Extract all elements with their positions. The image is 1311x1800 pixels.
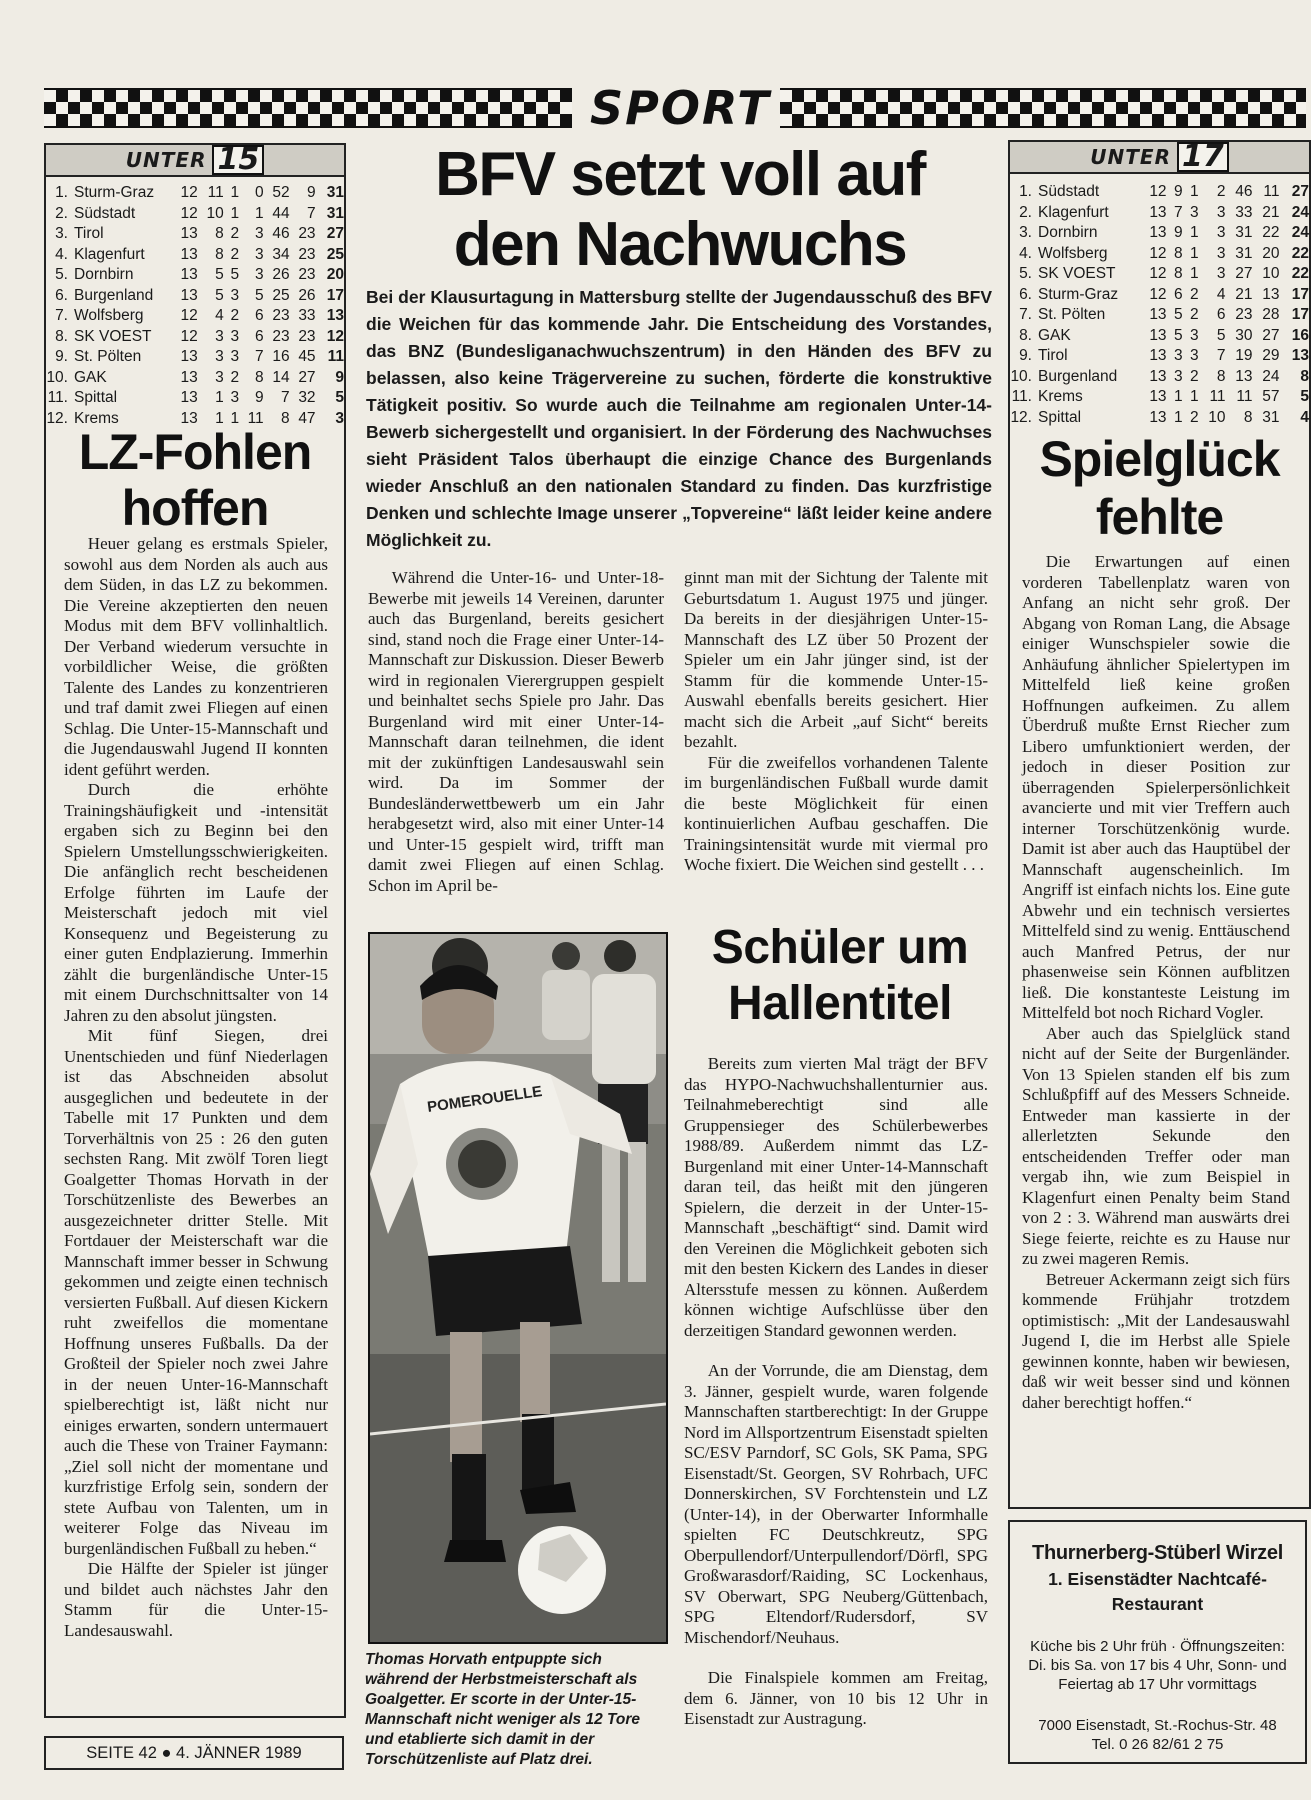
table-cell-ga: 23 [298, 327, 316, 345]
main-col2-paragraph: ginnt man mit der Sichtung der Talente mit Geburtsdatum 1. August 1975 und jünger. Da bereits in der diesjährigen Unter-15-Mannschaft des LZ über 50 Prozent der Spieler um ein Jahr jünger sind, ist der Stamm für die kommende Unter-15-Auswahl ebenfalls bereits gesichert. Hier macht sich die Arbeit „auf Sicht“ bereits bezahlt. [684, 568, 988, 751]
right-paragraph: Aber auch das Spielglück stand nicht auf der Seite der Burgenländer. Von 13 Spielen standen elf bis zum Schlußpfiff auf des Messers Schneide. Entweder man kassierte in der allerletzten Sekunde den entscheidenden Treffer oder man vergab ihn, wie zum Beispiel in Klagenfurt einen Penalty beim Stand von 2 : 3. Während man auswärts drei Siege feierte, reichte es zu Hause nur zu zwei mageren Remis. [1022, 1023, 1290, 1268]
table-cell-gp: 13 [180, 409, 198, 427]
table-cell-d: 2 [1189, 408, 1199, 426]
table-cell-pos: 3. [1019, 224, 1032, 242]
table-cell-team: SK VOEST [74, 327, 152, 345]
right-headline [1010, 430, 1309, 546]
right-paragraph: Betreuer Ackermann zeigt sich fürs kommende Frühjahr trotzdem optimistisch: „Mit der Landesauswahl Jugend I, die im Herbst alle Spiele gewinnen konnte, haben wir bewiesen, daß wir weit besser sind und können daher berechtigt hoffen.“ [1022, 1269, 1290, 1412]
u17-label: UNTER [1090, 145, 1171, 169]
table-cell-gp: 13 [180, 368, 198, 386]
table-cell-pos: 9. [55, 348, 68, 366]
table-cell-ga: 7 [306, 204, 316, 222]
table-cell-gf: 34 [272, 245, 290, 263]
table-cell-gp: 13 [180, 225, 198, 243]
table-row [46, 388, 344, 409]
table-cell-d: 2 [230, 368, 240, 386]
left-headline-line1: LZ-Fohlen [78, 424, 312, 480]
table-cell-gp: 12 [180, 204, 198, 222]
table-cell-team: SK VOEST [1038, 265, 1116, 283]
u15-label: UNTER [125, 148, 207, 172]
table-cell-team: St. Pölten [1038, 306, 1106, 324]
table-cell-d: 3 [230, 389, 240, 407]
u15-table [46, 143, 344, 429]
table-cell-ga: 27 [298, 368, 316, 386]
hall-headline-line2: Hallentitel [728, 977, 952, 1030]
table-cell-ga: 24 [1262, 367, 1280, 385]
table-cell-pos: 1. [1019, 183, 1032, 201]
table-cell-pts: 13 [1291, 347, 1309, 365]
table-cell-w: 1 [215, 409, 224, 427]
table-cell-gf: 8 [280, 409, 290, 427]
table-cell-team: Wolfsberg [1038, 244, 1108, 262]
table-cell-d: 2 [230, 225, 240, 243]
table-row [1010, 326, 1309, 347]
main-col2-paragraph: Für die zweifellos vorhandenen Talente im burgenländischen Fußball wurde damit die beste Möglichkeit für einen kontinuierlichen Aufbau geschaffen. Die Trainingsintensität wurde mit viermal pro Woche fixiert. Die Weichen sind gestellt . . . [684, 752, 988, 874]
table-cell-pos: 12. [46, 409, 68, 427]
table-cell-d: 3 [1189, 203, 1199, 221]
hall-headline [690, 920, 990, 1032]
table-cell-gf: 11 [1236, 388, 1253, 406]
table-cell-pos: 5. [1019, 265, 1032, 283]
table-cell-pts: 24 [1291, 203, 1309, 221]
u17-number: 17 [1177, 142, 1229, 172]
table-cell-gp: 13 [1149, 367, 1167, 385]
table-cell-w: 8 [215, 245, 224, 263]
left-headline [46, 424, 344, 536]
table-row [1010, 408, 1309, 429]
table-cell-pos: 8. [1019, 326, 1032, 344]
table-cell-l: 5 [1216, 326, 1226, 344]
table-cell-ga: 23 [298, 266, 316, 284]
table-row [1010, 223, 1309, 244]
table-cell-w: 6 [1173, 285, 1183, 303]
table-cell-gf: 44 [272, 204, 290, 222]
table-cell-l: 0 [255, 184, 264, 202]
table-cell-team: Spittal [74, 389, 118, 407]
table-cell-team: Krems [1038, 388, 1083, 406]
table-cell-gf: 31 [1235, 244, 1253, 262]
restaurant-ad [1008, 1520, 1307, 1764]
table-cell-gp: 13 [180, 266, 198, 284]
table-cell-pos: 4. [55, 245, 68, 263]
table-cell-team: Südstadt [1038, 183, 1100, 201]
table-cell-pos: 5. [55, 266, 68, 284]
ad-address: 7000 Eisenstadt, St.-Rochus-Str. 48 [1038, 1717, 1277, 1734]
table-cell-d: 3 [230, 286, 240, 304]
table-cell-l: 3 [255, 266, 264, 284]
table-cell-l: 3 [1216, 244, 1226, 262]
table-cell-gf: 52 [272, 184, 290, 202]
page-footer: SEITE 42 ● 4. JÄNNER 1989 [44, 1736, 344, 1770]
left-paragraph: Heuer gelang es erstmals Spieler, sowohl aus dem Norden als auch aus dem Süden, in das LZ zu bekommen. Die Vereine akzeptierten den neuen Modus mit dem BFV vollinhaltlich. Der Verband wiederum versuchte in vorbildlicher Weise, die größten Talente des Landes zu konzentrieren und traf damit zwei Fliegen auf einen Schlag. Die Unter-15-Mannschaft und die Jugendauswahl Jugend II konnten ident geführt werden. [64, 534, 328, 779]
right-paragraph: Die Erwartungen auf einen vorderen Tabellenplatz waren von Anfang an nicht sehr groß. Der Abgang von Roman Lang, die Absage einiger Wunschspieler sowie die Anhäufung ähnlicher Spielertypen im Mittelfeld ließ keine großen Hoffnungen aufkeimen. Zu allem Überdruß mußte Ernst Riecher zum Libero umfunktioniert werden, der jedoch in dieser Position zur überragenden Spielerpersönlichkeit avancierte und mit vier Treffern auch interner Torschützenkönig wurde. Damit ist aber auch das Hauptübel der Mannschaft augenscheinlich. Im Angriff ist einfach nichts los. Eine gute Abwehr und ein technisch versiertes Mittelfeld sind zu wenig. Enttäuschend auch Manfred Petrus, der nur phasenweise sein Können aufblitzen ließ. Die konstanteste Leistung im Mittelfeld bot noch Richard Vogler. [1022, 552, 1290, 1022]
table-cell-gf: 26 [272, 266, 290, 284]
table-cell-pts: 8 [1300, 367, 1309, 385]
table-cell-gp: 12 [1149, 265, 1167, 283]
left-paragraph: Die Hälfte der Spieler ist jünger und bildet auch nächstes Jahr den Stamm für die Unter-15-Landesauswahl. [64, 1559, 328, 1640]
table-cell-l: 4 [1216, 285, 1226, 303]
checker-banner-left [44, 88, 572, 128]
table-cell-w: 10 [206, 204, 224, 222]
table-cell-gp: 13 [1149, 326, 1167, 344]
table-cell-ga: 13 [1262, 285, 1280, 303]
table-cell-gp: 13 [180, 245, 198, 263]
table-row [1010, 285, 1309, 306]
table-cell-team: Sturm-Graz [1038, 285, 1119, 303]
table-cell-l: 8 [255, 368, 264, 386]
table-cell-gf: 19 [1235, 347, 1253, 365]
table-cell-team: Südstadt [74, 204, 136, 222]
photo-caption: Thomas Horvath entpuppte sich während der Herbstmeisterschaft als Goalgetter. Er scorte in der Unter-15-Mannschaft nicht weniger als 12 Tore und etablierte sich damit in der Torschützenliste auf Platz drei. [365, 1651, 641, 1768]
table-cell-ga: 23 [298, 245, 316, 263]
table-cell-pts: 3 [335, 409, 344, 427]
table-cell-l: 5 [255, 286, 264, 304]
main-headline-line2: den Nachwuchs [453, 210, 907, 279]
table-cell-gp: 13 [1149, 388, 1167, 406]
left-headline-line2: hoffen [121, 480, 269, 536]
table-cell-team: GAK [1038, 326, 1071, 344]
table-cell-pts: 16 [1291, 326, 1309, 344]
table-cell-ga: 22 [1262, 224, 1280, 242]
player-photo [368, 932, 668, 1644]
table-cell-d: 2 [1189, 285, 1199, 303]
table-cell-gp: 13 [180, 389, 198, 407]
table-cell-d: 1 [1189, 183, 1199, 201]
table-cell-pos: 9. [1019, 347, 1032, 365]
table-cell-pts: 22 [1291, 244, 1309, 262]
table-cell-d: 3 [230, 348, 240, 366]
table-cell-l: 8 [1216, 367, 1226, 385]
right-headline-line1: Spielglück [1039, 431, 1280, 487]
table-cell-pts: 11 [327, 348, 344, 366]
table-cell-gp: 13 [1149, 347, 1167, 365]
table-cell-w: 7 [1173, 203, 1183, 221]
table-cell-team: Sturm-Graz [74, 184, 155, 202]
table-cell-pos: 8. [55, 327, 68, 345]
table-cell-d: 1 [1189, 388, 1199, 406]
table-cell-d: 3 [1189, 326, 1199, 344]
table-cell-gf: 21 [1235, 285, 1253, 303]
table-cell-d: 2 [230, 307, 240, 325]
table-row [46, 368, 344, 389]
table-row [1010, 387, 1309, 408]
table-cell-d: 3 [1189, 347, 1199, 365]
table-cell-pts: 31 [326, 184, 344, 202]
table-cell-gf: 31 [1235, 224, 1253, 242]
table-cell-d: 1 [1189, 265, 1199, 283]
table-row [46, 265, 344, 286]
table-row [46, 327, 344, 348]
table-cell-ga: 10 [1262, 265, 1280, 283]
checker-banner-right [780, 88, 1306, 128]
table-cell-pos: 7. [55, 307, 68, 325]
table-cell-pos: 1. [55, 184, 68, 202]
table-cell-ga: 33 [298, 307, 316, 325]
left-paragraph: Durch die erhöhte Trainingshäufigkeit und -intensität ergaben sich zu Beginn bei den Spielern Umstellungsschwierigkeiten. Die anfänglich recht bescheidenen Erfolge führten im Laufe der Meisterschaft jedoch mit viel Konsequenz und Begeisterung zu einer guten Endplazierung. Immerhin zählt die burgenländische Unter-15 mit einem Durchschnittsalter von 14 Jahren zu den absolut jüngsten. [64, 780, 328, 1025]
table-cell-gf: 27 [1235, 265, 1253, 283]
table-row [46, 204, 344, 225]
table-cell-team: GAK [74, 368, 107, 386]
table-cell-l: 9 [255, 389, 264, 407]
table-cell-d: 5 [230, 266, 240, 284]
table-cell-l: 11 [1209, 388, 1226, 406]
table-cell-gf: 7 [280, 389, 290, 407]
table-cell-ga: 47 [298, 409, 316, 427]
table-cell-l: 3 [1216, 265, 1226, 283]
right-headline-line2: fehlte [1095, 489, 1224, 545]
table-cell-w: 8 [215, 225, 224, 243]
table-cell-gp: 12 [1149, 183, 1167, 201]
table-cell-w: 3 [1173, 347, 1183, 365]
left-paragraph: Mit fünf Siegen, drei Unentschieden und fünf Niederlagen ist das Abschneiden absolut ausgeglichen und bedeutete in der Tabelle mit 17 Punkten und dem Torverhältnis von 25 : 26 den guten sechsten Rang. Mit zwölf Toren liegt Goalgetter Thomas Horvath in der Torschützenliste des Bewerbes an ausgezeichneter dritter Stelle. Mit Fortdauer der Meisterschaft war die Mannschaft immer besser in Schwung gekommen und zeigte einen technisch versierten Fußball. Auf diesen Kickern ruht zweifellos die momentane Hoffnung unseres Fußballs. Da der Großteil der Spieler noch zwei Jahre in der neuen Unter-16-Mannschaft spielberechtigt ist, läßt nicht nur einiges erwarten, sondern untermauert auch die These von Trainer Faymann: „Ziel soll nicht der momentane und kurzfristige Erfolg sein, sondern der stete Aufbau von Talenten, um in weiterer Folge das Niveau im burgenländischen Fußball zu heben.“ [64, 1026, 328, 1558]
table-cell-ga: 32 [298, 389, 316, 407]
main-lead: Bei der Klausurtagung in Mattersburg stellte der Jugendausschuß des BFV die Weichen für das kommende Jahr. Die Entscheidung des Vorstandes, das BNZ (Bundesliganachwuchszentrum) in den Händen des BFV zu belassen, also keine Trägervereine zu suchen, förderte die konstruktive Tätigkeit positiv. So wurde auch die Teilnahme am regionalen Unter-14-Bewerb sichergestellt und organisiert. In der Förderung des Nachwuchses sieht Präsident Talos überhaupt die einzige Chance des Burgenlands wieder Anschluß an den nationalen Standard zu finden. Das kurzfristige Denken und schlechte Image unserer „Topvereine“ läßt leider keine andere Möglichkeit zu. [366, 287, 992, 550]
main-col2 [684, 568, 988, 876]
table-cell-ga: 31 [1262, 408, 1280, 426]
hall-paragraph: Die Finalspiele kommen am Freitag, dem 6. Jänner, von 10 bis 12 Uhr in Eisenstadt zur Austragung. [684, 1668, 988, 1728]
table-cell-pts: 31 [326, 204, 344, 222]
table-cell-pts: 20 [326, 266, 344, 284]
table-cell-ga: 29 [1262, 347, 1280, 365]
table-cell-d: 1 [1189, 244, 1199, 262]
ad-phone: Tel. 0 26 82/61 2 75 [1091, 1736, 1224, 1753]
table-cell-team: Burgenland [74, 286, 154, 304]
table-cell-l: 7 [255, 348, 264, 366]
table-cell-w: 3 [215, 368, 224, 386]
table-cell-pos: 10. [46, 368, 68, 386]
table-cell-l: 3 [1216, 203, 1226, 221]
table-cell-l: 2 [1216, 183, 1226, 201]
ad-name: Thurnerberg-Stüberl Wirzel [1032, 1542, 1283, 1564]
table-cell-ga: 26 [298, 286, 316, 304]
table-cell-w: 11 [207, 184, 224, 202]
table-cell-pts: 9 [335, 368, 344, 386]
table-cell-gp: 12 [180, 327, 198, 345]
table-row [1010, 244, 1309, 265]
table-cell-pts: 5 [1300, 388, 1309, 406]
table-row [46, 286, 344, 307]
table-cell-gf: 25 [272, 286, 290, 304]
table-cell-w: 3 [215, 348, 224, 366]
table-cell-l: 6 [1216, 306, 1226, 324]
table-cell-w: 5 [1173, 326, 1183, 344]
table-cell-pts: 13 [326, 307, 344, 325]
table-row [1010, 203, 1309, 224]
table-cell-d: 1 [1189, 224, 1199, 242]
table-cell-w: 3 [1173, 367, 1183, 385]
table-cell-gp: 13 [1149, 203, 1167, 221]
shirt-text: POMEROUELLE [426, 1083, 544, 1116]
table-cell-w: 4 [215, 307, 224, 325]
main-col1-paragraph: Während die Unter-16- und Unter-18-Bewerbe mit jeweils 14 Vereinen, darunter auch das Burgenland, bereits gesichert sind, stand noch die Frage einer Unter-14-Mannschaft zur Diskussion. Dieser Bewerb wird in regionalen Vierergruppen gespielt und beinhaltet sechs Spiele pro Jahr. Das Burgenland wird mit einer Unter-14-Mannschaft daran teilnehmen, die ident mit der zukünftigen Landesauswahl sein wird. Da im Sommer der Bundesländerwettbewerb um ein Jahr herabgesetzt wird, also mit einer Unter-14 und Unter-15 gespielt wird, trifft man damit zwei Fliegen auf einen Schlag. Schon im April be- [368, 568, 665, 895]
table-cell-pos: 10. [1010, 367, 1032, 385]
table-cell-d: 2 [1189, 306, 1199, 324]
table-cell-pts: 12 [326, 327, 344, 345]
table-cell-pos: 7. [1019, 306, 1032, 324]
player-illustration [370, 934, 666, 1642]
table-cell-pos: 11. [47, 389, 68, 407]
table-cell-team: Klagenfurt [74, 245, 145, 263]
table-cell-gf: 30 [1235, 326, 1253, 344]
table-cell-gf: 33 [1235, 203, 1253, 221]
section-title: SPORT [590, 81, 771, 135]
table-cell-w: 3 [215, 327, 224, 345]
table-cell-w: 5 [215, 266, 224, 284]
hall-headline-line1: Schüler um [711, 921, 969, 974]
table-cell-l: 3 [1216, 224, 1226, 242]
table-cell-gf: 46 [272, 225, 290, 243]
hall-paragraph: Bereits zum vierten Mal trägt der BFV das HYPO-Nachwuchshallenturnier aus. Teilnahmeberechtigt sind alle Gruppensieger des Schülerbewerbes 1988/89. Außerdem nimmt das LZ-Burgenland mit einer Unter-14-Mannschaft daran teil, das heißt mit den jüngeren Spielern, die derzeit in der Unter-15-Mannschaft „beschäftigt“ sind. Damit wird den Vereinen die Möglichkeit geboten sich mit den besten Kickern des Landes in dieser Altersstufe messen zu können. Außerdem können wichtige Aufschlüsse über den derzeitigen Standard gewonnen werden. [684, 1054, 988, 1340]
table-cell-pos: 6. [1019, 285, 1032, 303]
table-cell-pts: 5 [335, 389, 344, 407]
table-cell-gf: 46 [1235, 183, 1253, 201]
u17-header [1010, 140, 1309, 174]
table-cell-gp: 12 [1149, 244, 1167, 262]
table-cell-gf: 16 [272, 348, 290, 366]
table-cell-w: 1 [1173, 388, 1183, 406]
table-cell-d: 2 [1189, 367, 1199, 385]
table-cell-l: 7 [1216, 347, 1226, 365]
table-cell-gp: 12 [1149, 285, 1167, 303]
ad-line1: 1. Eisenstädter Nachtcafé- [1048, 1569, 1267, 1589]
table-cell-pts: 17 [1291, 285, 1309, 303]
table-cell-ga: 11 [1263, 183, 1280, 201]
main-headline [360, 140, 1000, 280]
table-cell-w: 5 [1173, 306, 1183, 324]
table-cell-l: 6 [255, 327, 264, 345]
table-cell-team: Tirol [74, 225, 104, 243]
table-cell-ga: 21 [1262, 203, 1280, 221]
u17-standings [1010, 182, 1309, 428]
table-cell-l: 6 [255, 307, 264, 325]
table-cell-gp: 13 [1149, 224, 1167, 242]
table-cell-pts: 22 [1291, 265, 1309, 283]
table-cell-pos: 11. [1011, 388, 1032, 406]
ad-hours: Küche bis 2 Uhr früh · Öffnungszeiten: Di. bis Sa. von 17 bis 4 Uhr, Sonn- und Feiertag ab 17 Uhr vormittags [1028, 1638, 1287, 1693]
table-cell-l: 3 [255, 225, 264, 243]
u15-number: 15 [212, 145, 264, 175]
table-cell-team: Krems [74, 409, 119, 427]
table-cell-pts: 17 [326, 286, 344, 304]
table-cell-gf: 23 [1235, 306, 1253, 324]
table-cell-l: 11 [247, 409, 264, 427]
main-headline-line1: BFV setzt voll auf [435, 140, 925, 209]
table-cell-pts: 24 [1291, 224, 1309, 242]
table-cell-gf: 23 [272, 327, 290, 345]
table-cell-ga: 23 [298, 225, 316, 243]
table-cell-gf: 23 [272, 307, 290, 325]
table-cell-d: 1 [230, 184, 240, 202]
table-row [46, 183, 344, 204]
table-cell-l: 1 [255, 204, 264, 222]
table-cell-w: 9 [1173, 224, 1183, 242]
right-article-body [1022, 552, 1290, 1413]
table-cell-ga: 57 [1262, 388, 1280, 406]
table-cell-pos: 2. [55, 204, 68, 222]
table-cell-ga: 20 [1262, 244, 1280, 262]
table-cell-d: 1 [230, 409, 240, 427]
u15-header [46, 143, 344, 177]
hall-article-body [684, 1054, 988, 1730]
table-row [1010, 182, 1309, 203]
table-cell-ga: 28 [1262, 306, 1280, 324]
main-col1 [368, 568, 664, 896]
table-row [46, 306, 344, 327]
left-article-body [64, 534, 328, 1641]
hall-paragraph: An der Vorrunde, die am Dienstag, dem 3. Jänner, gespielt wurde, waren folgende Mannschaften startberechtigt: In der Gruppe Nord im Allsportzentrum Eisenstadt spielten SC/ESV Parndorf, SC Gols, SK Pama, SPG Eisenstadt/St. Georgen, SV Rohrbach, UFC Donnerskirchen, SV Forchtenstein und LZ (Unter-14), in der Oberwarter Informhalle spielten FC Deutschkreutz, SPG Oberpullendorf/Unterpullendorf/Dörfl, SPG Großwarasdorf/Raiding, SC Lockenhaus, SV Oberwart, SPG Neuberg/Güttenbach, SPG Eltendorf/Rudersdorf, SV Mischendorf/Neuhaus. [684, 1361, 988, 1647]
table-cell-team: Burgenland [1038, 367, 1118, 385]
table-cell-gf: 8 [1243, 408, 1253, 426]
table-row [1010, 264, 1309, 285]
table-row [46, 224, 344, 245]
table-cell-team: St. Pölten [74, 348, 142, 366]
table-cell-pos: 4. [1019, 244, 1032, 262]
table-row [46, 245, 344, 266]
table-cell-team: Tirol [1038, 347, 1068, 365]
table-cell-team: Dornbirn [74, 266, 134, 284]
table-cell-gp: 13 [180, 348, 198, 366]
table-cell-l: 10 [1208, 408, 1226, 426]
ad-line2: Restaurant [1111, 1594, 1204, 1614]
table-cell-pts: 4 [1300, 408, 1309, 426]
table-cell-team: Spittal [1038, 408, 1082, 426]
table-cell-gf: 14 [272, 368, 290, 386]
table-cell-w: 9 [1173, 183, 1183, 201]
table-cell-w: 5 [215, 286, 224, 304]
table-cell-pts: 17 [1291, 306, 1309, 324]
table-cell-ga: 9 [306, 184, 316, 202]
table-cell-w: 8 [1173, 265, 1183, 283]
table-cell-w: 1 [215, 389, 224, 407]
table-cell-pts: 27 [1291, 183, 1309, 201]
table-cell-team: Dornbirn [1038, 224, 1098, 242]
table-cell-ga: 27 [1262, 326, 1280, 344]
table-row [1010, 367, 1309, 388]
table-cell-w: 1 [1173, 408, 1183, 426]
table-cell-ga: 45 [298, 348, 316, 366]
u17-table [1010, 140, 1309, 428]
table-cell-pts: 27 [326, 225, 344, 243]
table-cell-d: 2 [230, 245, 240, 263]
table-cell-gp: 13 [180, 286, 198, 304]
table-cell-d: 3 [230, 327, 240, 345]
table-cell-gp: 13 [1149, 306, 1167, 324]
table-cell-team: Klagenfurt [1038, 203, 1109, 221]
table-row [46, 347, 344, 368]
table-cell-gp: 12 [180, 307, 198, 325]
u15-standings [46, 183, 344, 429]
table-row [1010, 346, 1309, 367]
table-cell-team: Wolfsberg [74, 307, 144, 325]
table-cell-pos: 6. [55, 286, 68, 304]
table-row [1010, 305, 1309, 326]
table-cell-gf: 13 [1235, 367, 1253, 385]
table-cell-pos: 2. [1019, 203, 1032, 221]
table-cell-w: 8 [1173, 244, 1183, 262]
table-cell-l: 3 [255, 245, 264, 263]
table-cell-pos: 12. [1010, 408, 1032, 426]
table-cell-gp: 12 [180, 184, 198, 202]
table-cell-gp: 13 [1149, 408, 1167, 426]
table-cell-pts: 25 [326, 245, 344, 263]
table-cell-d: 1 [230, 204, 240, 222]
table-cell-pos: 3. [55, 225, 68, 243]
